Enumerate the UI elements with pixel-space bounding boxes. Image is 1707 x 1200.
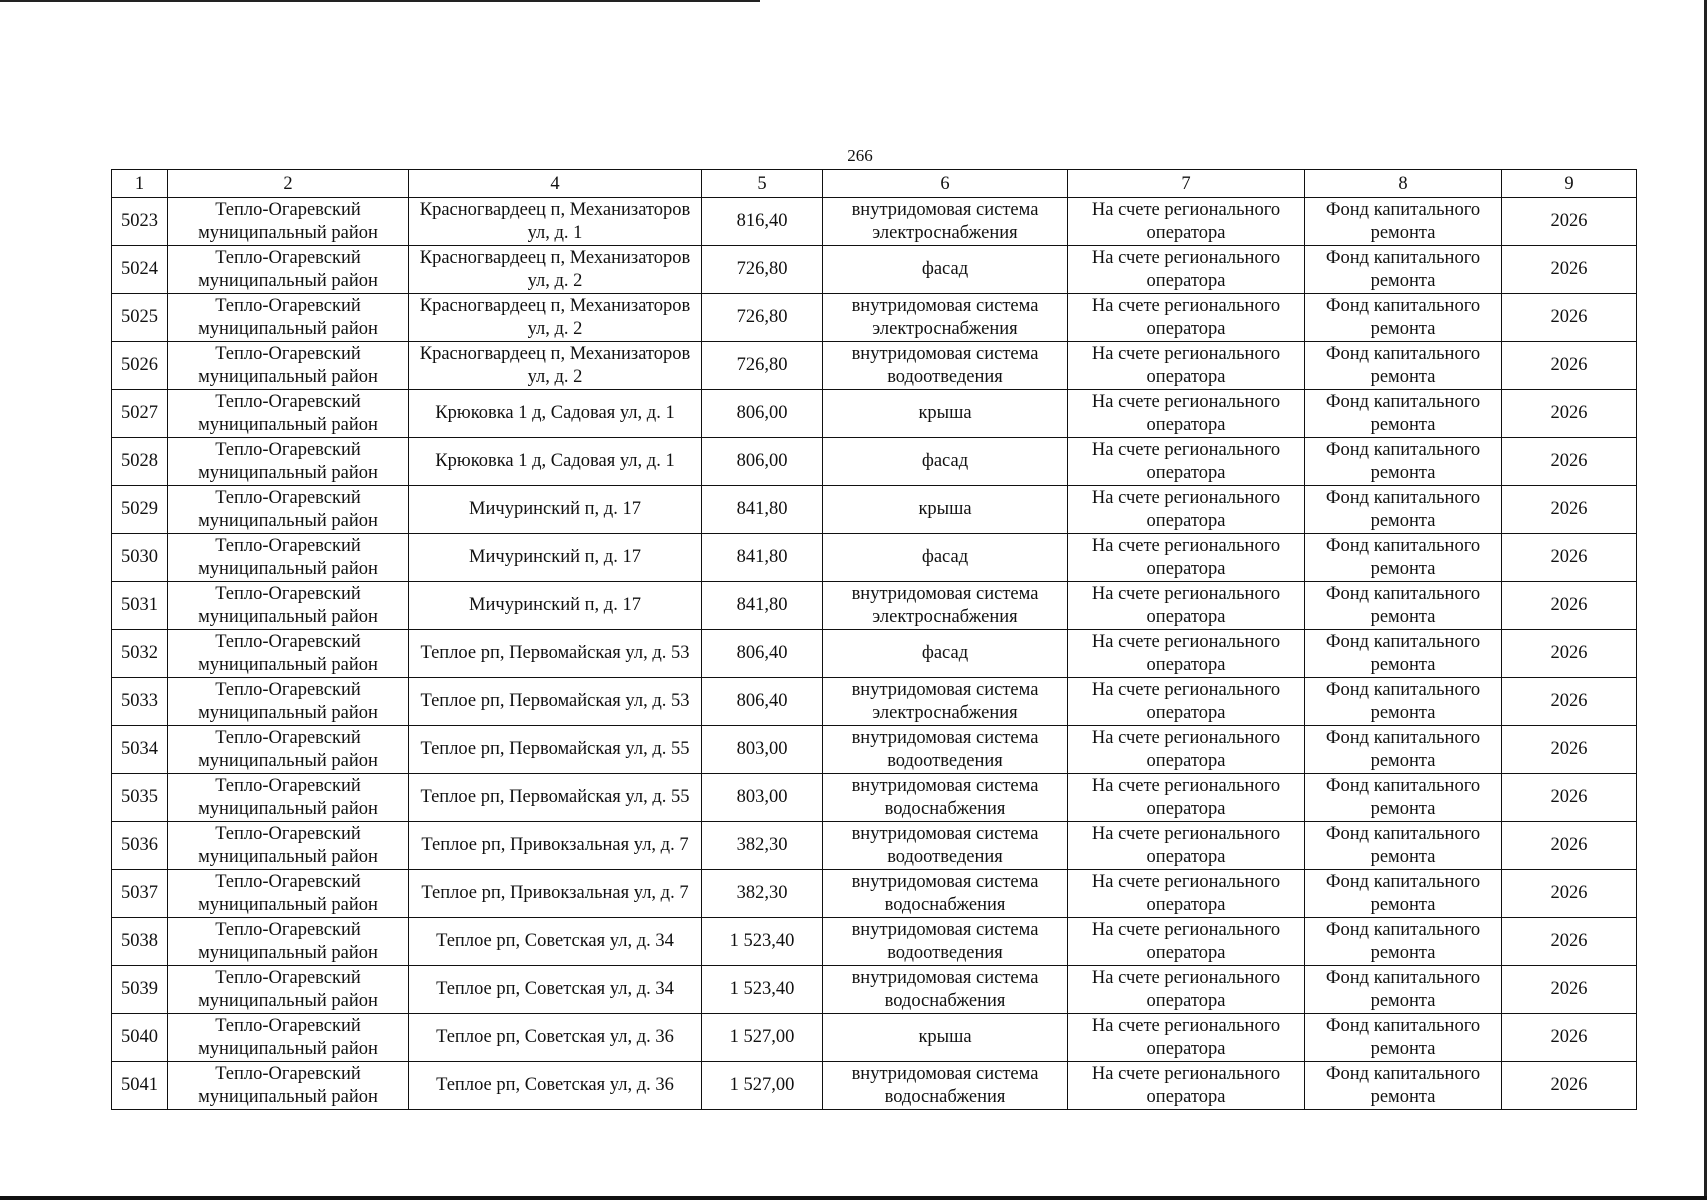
column-header: 2 (168, 170, 409, 198)
account-cell: На счете регионального оператора (1068, 1062, 1305, 1110)
year-cell: 2026 (1502, 486, 1637, 534)
table-row (112, 294, 1637, 342)
table-row (112, 438, 1637, 486)
account-cell: На счете регионального оператора (1068, 390, 1305, 438)
year-cell: 2026 (1502, 342, 1637, 390)
district-cell: Тепло-Огаревский муниципальный район (168, 198, 409, 246)
address-cell: Теплое рп, Первомайская ул, д. 53 (409, 630, 702, 678)
address-cell: Красногвардеец п, Механизаторов ул, д. 1 (409, 198, 702, 246)
funding-source-cell: Фонд капитального ремонта (1305, 678, 1502, 726)
column-header: 7 (1068, 170, 1305, 198)
account-cell: На счете регионального оператора (1068, 486, 1305, 534)
row-number-cell: 5030 (112, 534, 168, 582)
work-type-cell: фасад (823, 630, 1068, 678)
year-cell: 2026 (1502, 390, 1637, 438)
work-type-cell: фасад (823, 246, 1068, 294)
district-cell: Тепло-Огаревский муниципальный район (168, 1062, 409, 1110)
funding-source-cell: Фонд капитального ремонта (1305, 294, 1502, 342)
table-row (112, 870, 1637, 918)
area-cell: 841,80 (702, 534, 823, 582)
account-cell: На счете регионального оператора (1068, 1014, 1305, 1062)
table-row (112, 246, 1637, 294)
year-cell: 2026 (1502, 822, 1637, 870)
row-number-cell: 5035 (112, 774, 168, 822)
address-cell: Красногвардеец п, Механизаторов ул, д. 2 (409, 294, 702, 342)
district-cell: Тепло-Огаревский муниципальный район (168, 582, 409, 630)
district-cell: Тепло-Огаревский муниципальный район (168, 438, 409, 486)
account-cell: На счете регионального оператора (1068, 726, 1305, 774)
address-cell: Красногвардеец п, Механизаторов ул, д. 2 (409, 342, 702, 390)
district-cell: Тепло-Огаревский муниципальный район (168, 726, 409, 774)
table-row (112, 1062, 1637, 1110)
area-cell: 806,40 (702, 630, 823, 678)
table-row (112, 1014, 1637, 1062)
work-type-cell: фасад (823, 534, 1068, 582)
work-type-cell: внутридомовая система водоотведения (823, 726, 1068, 774)
year-cell: 2026 (1502, 726, 1637, 774)
column-header: 1 (112, 170, 168, 198)
funding-source-cell: Фонд капитального ремонта (1305, 1062, 1502, 1110)
year-cell: 2026 (1502, 294, 1637, 342)
work-type-cell: внутридомовая система электроснабжения (823, 582, 1068, 630)
area-cell: 1 523,40 (702, 966, 823, 1014)
funding-source-cell: Фонд капитального ремонта (1305, 198, 1502, 246)
row-number-cell: 5041 (112, 1062, 168, 1110)
row-number-cell: 5039 (112, 966, 168, 1014)
year-cell: 2026 (1502, 918, 1637, 966)
area-cell: 1 527,00 (702, 1062, 823, 1110)
area-cell: 806,40 (702, 678, 823, 726)
area-cell: 803,00 (702, 726, 823, 774)
table-row (112, 726, 1637, 774)
column-header: 5 (702, 170, 823, 198)
year-cell: 2026 (1502, 870, 1637, 918)
funding-source-cell: Фонд капитального ремонта (1305, 438, 1502, 486)
district-cell: Тепло-Огаревский муниципальный район (168, 774, 409, 822)
funding-source-cell: Фонд капитального ремонта (1305, 726, 1502, 774)
row-number-cell: 5031 (112, 582, 168, 630)
district-cell: Тепло-Огаревский муниципальный район (168, 1014, 409, 1062)
district-cell: Тепло-Огаревский муниципальный район (168, 486, 409, 534)
district-cell: Тепло-Огаревский муниципальный район (168, 246, 409, 294)
account-cell: На счете регионального оператора (1068, 198, 1305, 246)
column-header: 9 (1502, 170, 1637, 198)
row-number-cell: 5025 (112, 294, 168, 342)
district-cell: Тепло-Огаревский муниципальный район (168, 918, 409, 966)
district-cell: Тепло-Огаревский муниципальный район (168, 630, 409, 678)
account-cell: На счете регионального оператора (1068, 678, 1305, 726)
address-cell: Мичуринский п, д. 17 (409, 486, 702, 534)
scan-border-bottom (0, 1196, 1707, 1200)
district-cell: Тепло-Огаревский муниципальный район (168, 390, 409, 438)
work-type-cell: внутридомовая система электроснабжения (823, 294, 1068, 342)
table-row (112, 486, 1637, 534)
address-cell: Теплое рп, Советская ул, д. 34 (409, 918, 702, 966)
funding-source-cell: Фонд капитального ремонта (1305, 486, 1502, 534)
funding-source-cell: Фонд капитального ремонта (1305, 822, 1502, 870)
table-row (112, 582, 1637, 630)
area-cell: 1 523,40 (702, 918, 823, 966)
address-cell: Теплое рп, Первомайская ул, д. 55 (409, 726, 702, 774)
table-row (112, 198, 1637, 246)
year-cell: 2026 (1502, 582, 1637, 630)
area-cell: 803,00 (702, 774, 823, 822)
area-cell: 382,30 (702, 822, 823, 870)
account-cell: На счете регионального оператора (1068, 870, 1305, 918)
address-cell: Теплое рп, Привокзальная ул, д. 7 (409, 870, 702, 918)
account-cell: На счете регионального оператора (1068, 246, 1305, 294)
row-number-cell: 5034 (112, 726, 168, 774)
table-row (112, 918, 1637, 966)
address-cell: Мичуринский п, д. 17 (409, 582, 702, 630)
account-cell: На счете регионального оператора (1068, 630, 1305, 678)
area-cell: 806,00 (702, 390, 823, 438)
row-number-cell: 5027 (112, 390, 168, 438)
table-row (112, 774, 1637, 822)
area-cell: 382,30 (702, 870, 823, 918)
year-cell: 2026 (1502, 438, 1637, 486)
address-cell: Теплое рп, Советская ул, д. 36 (409, 1014, 702, 1062)
funding-source-cell: Фонд капитального ремонта (1305, 390, 1502, 438)
address-cell: Мичуринский п, д. 17 (409, 534, 702, 582)
area-cell: 1 527,00 (702, 1014, 823, 1062)
area-cell: 841,80 (702, 582, 823, 630)
funding-source-cell: Фонд капитального ремонта (1305, 630, 1502, 678)
address-cell: Теплое рп, Привокзальная ул, д. 7 (409, 822, 702, 870)
row-number-cell: 5033 (112, 678, 168, 726)
address-cell: Теплое рп, Советская ул, д. 34 (409, 966, 702, 1014)
year-cell: 2026 (1502, 678, 1637, 726)
row-number-cell: 5024 (112, 246, 168, 294)
work-type-cell: внутридомовая система водоснабжения (823, 1062, 1068, 1110)
district-cell: Тепло-Огаревский муниципальный район (168, 870, 409, 918)
district-cell: Тепло-Огаревский муниципальный район (168, 678, 409, 726)
work-type-cell: крыша (823, 1014, 1068, 1062)
year-cell: 2026 (1502, 246, 1637, 294)
area-cell: 726,80 (702, 342, 823, 390)
work-type-cell: внутридомовая система водоотведения (823, 342, 1068, 390)
district-cell: Тепло-Огаревский муниципальный район (168, 966, 409, 1014)
area-cell: 806,00 (702, 438, 823, 486)
area-cell: 841,80 (702, 486, 823, 534)
capital-repair-table (111, 169, 1637, 1110)
column-header: 8 (1305, 170, 1502, 198)
year-cell: 2026 (1502, 966, 1637, 1014)
table-row (112, 678, 1637, 726)
work-type-cell: фасад (823, 438, 1068, 486)
funding-source-cell: Фонд капитального ремонта (1305, 966, 1502, 1014)
address-cell: Крюковка 1 д, Садовая ул, д. 1 (409, 390, 702, 438)
address-cell: Теплое рп, Первомайская ул, д. 53 (409, 678, 702, 726)
table-row (112, 390, 1637, 438)
account-cell: На счете регионального оператора (1068, 822, 1305, 870)
account-cell: На счете регионального оператора (1068, 342, 1305, 390)
row-number-cell: 5026 (112, 342, 168, 390)
funding-source-cell: Фонд капитального ремонта (1305, 1014, 1502, 1062)
row-number-cell: 5037 (112, 870, 168, 918)
area-cell: 726,80 (702, 246, 823, 294)
year-cell: 2026 (1502, 1014, 1637, 1062)
funding-source-cell: Фонд капитального ремонта (1305, 918, 1502, 966)
table-header-row (112, 170, 1637, 198)
account-cell: На счете регионального оператора (1068, 966, 1305, 1014)
page-number: 266 (847, 146, 873, 165)
area-cell: 726,80 (702, 294, 823, 342)
work-type-cell: крыша (823, 390, 1068, 438)
work-type-cell: внутридомовая система водоотведения (823, 822, 1068, 870)
row-number-cell: 5023 (112, 198, 168, 246)
table-row (112, 630, 1637, 678)
funding-source-cell: Фонд капитального ремонта (1305, 246, 1502, 294)
address-cell: Крюковка 1 д, Садовая ул, д. 1 (409, 438, 702, 486)
account-cell: На счете регионального оператора (1068, 438, 1305, 486)
work-type-cell: внутридомовая система водоснабжения (823, 774, 1068, 822)
address-cell: Красногвардеец п, Механизаторов ул, д. 2 (409, 246, 702, 294)
column-header: 6 (823, 170, 1068, 198)
area-cell: 816,40 (702, 198, 823, 246)
year-cell: 2026 (1502, 774, 1637, 822)
work-type-cell: внутридомовая система водоснабжения (823, 966, 1068, 1014)
table-row (112, 822, 1637, 870)
account-cell: На счете регионального оператора (1068, 294, 1305, 342)
district-cell: Тепло-Огаревский муниципальный район (168, 342, 409, 390)
row-number-cell: 5040 (112, 1014, 168, 1062)
address-cell: Теплое рп, Советская ул, д. 36 (409, 1062, 702, 1110)
row-number-cell: 5032 (112, 630, 168, 678)
account-cell: На счете регионального оператора (1068, 534, 1305, 582)
table-row (112, 966, 1637, 1014)
funding-source-cell: Фонд капитального ремонта (1305, 342, 1502, 390)
year-cell: 2026 (1502, 630, 1637, 678)
row-number-cell: 5028 (112, 438, 168, 486)
account-cell: На счете регионального оператора (1068, 582, 1305, 630)
work-type-cell: внутридомовая система электроснабжения (823, 678, 1068, 726)
account-cell: На счете регионального оператора (1068, 774, 1305, 822)
year-cell: 2026 (1502, 1062, 1637, 1110)
work-type-cell: крыша (823, 486, 1068, 534)
funding-source-cell: Фонд капитального ремонта (1305, 870, 1502, 918)
column-header: 4 (409, 170, 702, 198)
row-number-cell: 5029 (112, 486, 168, 534)
district-cell: Тепло-Огаревский муниципальный район (168, 822, 409, 870)
table-row (112, 534, 1637, 582)
funding-source-cell: Фонд капитального ремонта (1305, 582, 1502, 630)
table-row (112, 342, 1637, 390)
funding-source-cell: Фонд капитального ремонта (1305, 534, 1502, 582)
funding-source-cell: Фонд капитального ремонта (1305, 774, 1502, 822)
row-number-cell: 5038 (112, 918, 168, 966)
scan-border-top (0, 0, 760, 2)
district-cell: Тепло-Огаревский муниципальный район (168, 294, 409, 342)
year-cell: 2026 (1502, 198, 1637, 246)
address-cell: Теплое рп, Первомайская ул, д. 55 (409, 774, 702, 822)
account-cell: На счете регионального оператора (1068, 918, 1305, 966)
work-type-cell: внутридомовая система водоотведения (823, 918, 1068, 966)
district-cell: Тепло-Огаревский муниципальный район (168, 534, 409, 582)
work-type-cell: внутридомовая система электроснабжения (823, 198, 1068, 246)
row-number-cell: 5036 (112, 822, 168, 870)
year-cell: 2026 (1502, 534, 1637, 582)
work-type-cell: внутридомовая система водоснабжения (823, 870, 1068, 918)
